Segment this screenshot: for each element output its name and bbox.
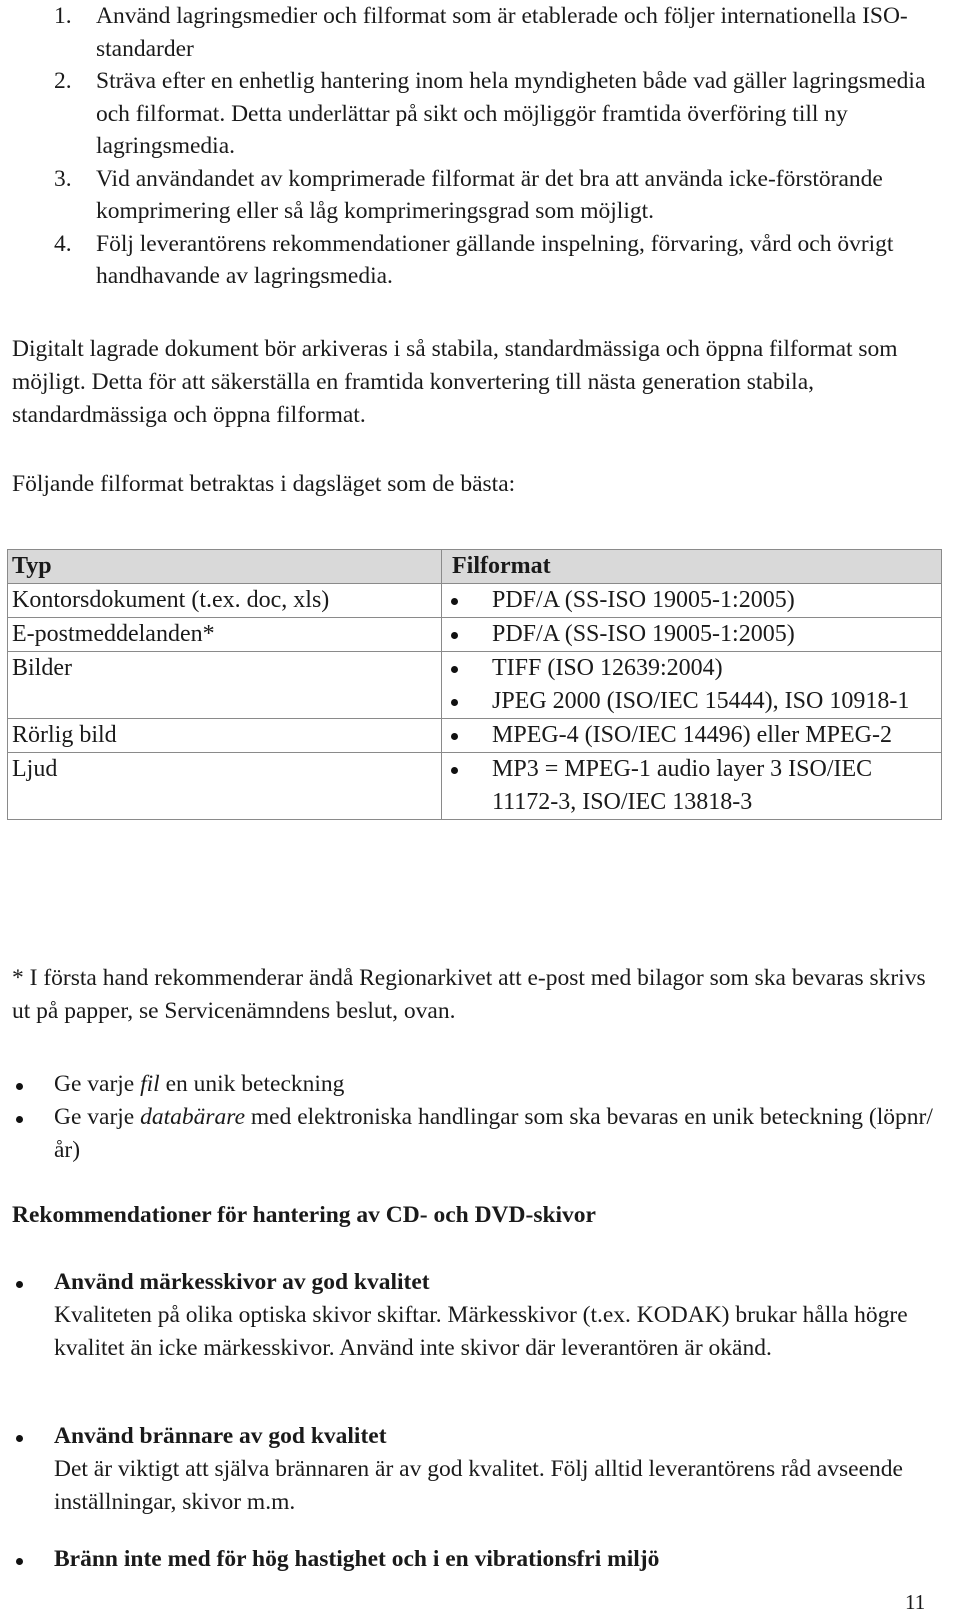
format-item: TIFF (ISO 12639:2004) [442, 652, 937, 685]
format-item: JPEG 2000 (ISO/IEC 15444), ISO 10918-1 [442, 685, 937, 718]
item-title: Bränn inte med för hög hastighet och i en vibrationsfri miljö [54, 1546, 660, 1572]
cell-type: Kontorsdokument (t.ex. doc, xls) [8, 584, 442, 618]
format-item: MPEG-4 (ISO/IEC 14496) eller MPEG-2 [442, 719, 937, 752]
list-item [12, 1543, 942, 1576]
item-text: Vid användandet av komprimerade filformat är det bra att använda icke-förstörande komprimering eller så låg komprimeringsgrad som möjligt. [96, 165, 883, 224]
item-body: Kvaliteten på olika optiska skivor skiftar. Märkesskivor (t.ex. KODAK) brukar hålla högre kvalitet än icke märkesskivor. Använd inte skivor där leverantören är okänd. [54, 1302, 908, 1361]
bullet-icon [451, 767, 458, 774]
format-item: PDF/A (SS-ISO 19005-1:2005) [442, 618, 937, 651]
rec-bullet-list [12, 1420, 942, 1519]
list-item: Ge varje databärare med elektroniska handlingar som ska bevaras en unik beteckning (löpnr/år) [12, 1101, 942, 1167]
item-title: Använd brännare av god kvalitet [54, 1423, 387, 1449]
table-row [8, 719, 942, 753]
table-row [8, 652, 942, 719]
cell-format [442, 753, 942, 820]
item-title: Använd märkesskivor av god kvalitet [54, 1269, 430, 1295]
bullet-icon [451, 733, 458, 740]
list-item [12, 1266, 942, 1365]
footnote: * I första hand rekommenderar ändå Regionarkivet att e-post med bilagor som ska bevaras skrivs ut på papper, se Servicenämndens beslut, ovan. [12, 965, 926, 1024]
section-heading: Rekommendationer för hantering av CD- och DVD-skivor [12, 1202, 596, 1228]
bullet-icon [16, 1281, 23, 1288]
rec-bullet-list [12, 1543, 942, 1576]
bullet-icon [16, 1116, 23, 1123]
list-item [12, 163, 942, 228]
cell-type: Rörlig bild [8, 719, 442, 753]
list-item: Ge varje fil en unik beteckning [12, 1068, 942, 1101]
table-header-row [8, 550, 942, 584]
item-text: Sträva efter en enhetlig hantering inom hela myndigheten både vad gäller lagringsmedia och filformat. Detta underlättar på sikt och möjliggör framtida överföring till ny lagringsmedia. [96, 68, 926, 159]
bullet-icon [16, 1083, 23, 1090]
bullet-icon [451, 666, 458, 673]
paragraph-digital: Digitalt lagrade dokument bör arkiveras i så stabila, standardmässiga och öppna filformat som möjligt. Detta för att säkerställa en framtida konvertering till nästa generation stabila, standardmässiga och öppna filformat. [12, 336, 898, 428]
paragraph-following: Följande filformat betraktas i dagsläget som de bästa: [12, 471, 516, 497]
bullet-icon [451, 632, 458, 639]
list-item [12, 1420, 942, 1519]
rec-bullet-list [12, 1266, 942, 1365]
cell-type: Bilder [8, 652, 442, 719]
list-item [12, 0, 942, 65]
table-row [8, 618, 942, 652]
item-text: Följ leverantörens rekommendationer gällande inspelning, förvaring, vård och övrigt handhavande av lagringsmedia. [96, 230, 894, 289]
bullet-icon [451, 699, 458, 706]
cell-format [442, 652, 942, 719]
bullet-icon [16, 1435, 23, 1442]
numbered-list [12, 0, 942, 293]
table-row [8, 753, 942, 820]
item-number: 4. [54, 230, 72, 257]
cell-format [442, 719, 942, 753]
item-number: 3. [54, 165, 72, 192]
header-type: Typ [8, 550, 442, 584]
item-body: Det är viktigt att själva brännaren är av god kvalitet. Följ alltid leverantörens råd avseende inställningar, skivor m.m. [54, 1456, 903, 1515]
cell-type: Ljud [8, 753, 442, 820]
cell-format [442, 584, 942, 618]
list-item [12, 65, 942, 163]
format-item: MP3 = MPEG-1 audio layer 3 ISO/IEC 11172-3, ISO/IEC 13818-3 [442, 753, 937, 819]
bullet-icon [16, 1558, 23, 1565]
bullet-icon [451, 598, 458, 605]
cell-format [442, 618, 942, 652]
id-bullet-list [12, 1068, 942, 1167]
list-item [12, 228, 942, 293]
format-item: PDF/A (SS-ISO 19005-1:2005) [442, 584, 937, 617]
cell-type: E-postmeddelanden* [8, 618, 442, 652]
file-format-table [7, 549, 942, 820]
page-number: 11 [905, 1590, 926, 1614]
item-number: 2. [54, 68, 72, 94]
item-text: Använd lagringsmedier och filformat som är etablerade och följer internationella ISO-standarder [96, 3, 908, 62]
header-format: Filformat [442, 550, 942, 584]
table-row [8, 584, 942, 618]
item-number: 1. [54, 3, 72, 29]
